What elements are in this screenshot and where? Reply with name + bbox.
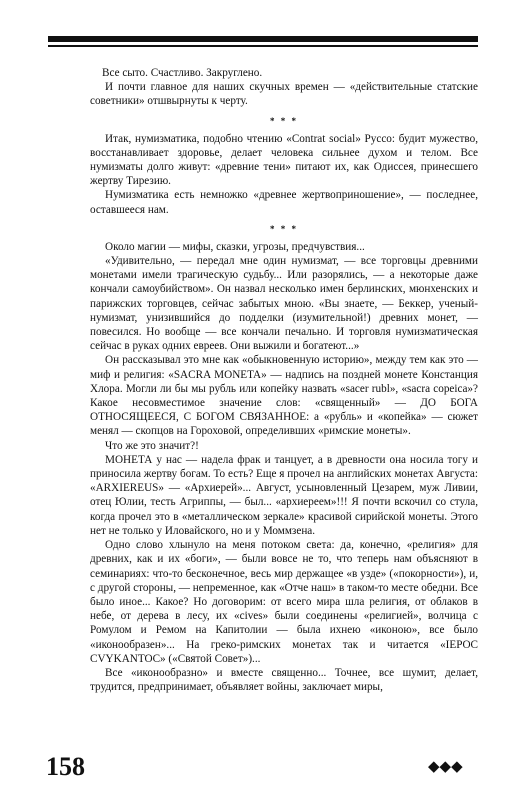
paragraph: И почти главное для наших скучных времен — «действительные статские советники» отшвырнуты к черту. <box>90 81 478 108</box>
section-separator: * * * <box>270 223 298 234</box>
paragraph: МОНЕТА у нас — надела фрак и танцует, а в древности она носила тогу и приносила жертву богам. То есть? Еще я прочел на английских монетах Августа: «ARXIEREUS» — «Архиерей»... Август, усыновленный Цезарем, муж Ливии, отец Юлии, тесть Агриппы, — был... «архиереем»!!! Я почти вскочил со стула, когда прочел это в «металлическом зеркале» красивой сирийской монеты. Этого нет не только у Иловайского, но и у Моммзена. <box>90 453 478 537</box>
paragraph: «Удивительно, — передал мне один нумизмат, — все торговцы древними монетами имели трагическую судьбу... Или разорялись, — а некоторые даже кончали самоубийством». Он назвал несколько имен берлинских, мюнхенских и парижских торговцев, сейчас забытых мною. «Вы знаете, — Беккер, ученый-нумизмат, унизившийся до подделки (изумительной!) древних монет, — повесился. Но вообще — все кончали печально. И торговля нумизматическая сейчас в руках одних евреев. Они выжили и богатеют...» <box>90 255 478 353</box>
header-rule-thick <box>48 36 478 42</box>
paragraph: Он рассказывал это мне как «обыкновенную историю», между тем как это — миф и религия: «SACRA MONETA» — надпись на поздней монете Констанция Хлора. Могли ли бы мы рубль или копейку назвать «sacer rubl», «sacra copeica»? Какое несовместимое значение слов: «священный» — ДО БОГА ОТНОСЯЩЕЕСЯ, С БОГОМ СВЯЗАННОЕ: а «рубль» и «копейка» — сюжет менял — скопцов на Гороховой, определивших «римские монеты». <box>90 354 478 438</box>
paragraph: Нумизматика есть немножко «древнее жертвоприношение», — последнее, оставшееся нам. <box>90 189 478 216</box>
paragraph: Все сыто. Счастливо. Закруглено. <box>102 67 263 79</box>
page-body <box>90 66 478 694</box>
paragraph: Итак, нумизматика, подобно чтению «Contrat social» Руссо: будит мужество, восстанавливает здоровье, делает человека сильнее духом и телом. Все нумизматы долго живут: «древние тени» питают их, как Одиссея, принесшего жертву Тирезию. <box>90 132 478 188</box>
section-separator: * * * <box>270 115 298 126</box>
paragraph: Около магии — мифы, сказки, угрозы, предчувствия... <box>105 240 365 253</box>
paragraph: Что же это значит?! <box>105 439 199 452</box>
diamond-ornament-icon: ◆◆◆ <box>428 759 463 775</box>
paragraph: Все «иконообразно» и вместе священно... Точнее, все шумит, делает, трудится, предпринимает, объявляет войны, заключает миры, <box>90 666 478 694</box>
paragraph: Одно слово хлынуло на меня потоком света: да, конечно, «религия» для древних, как и их «боги», — были вовсе не то, что теперь нам объясняют в семинариях: что-то бесконечное, весь мир держащее «в узде» («покорности»), и, с другой стороны, — непременное, как «Отче наш» в таком-то месте обедни. Все было иное... Какое? Но договорим: от всего мира шла религия, от облаков в небе, от дерева в лесу, их «cives» были соединены «религией», волчица с Ромулом и Ремом на Капитолии — была ихнею «иконою», все было «иконообразен»... На греко-римских монетах так и читается «IEPOC CVYKANTOC» («Святой Совет»)... <box>90 539 478 665</box>
page-number: 158 <box>46 752 85 781</box>
header-rule-thin <box>48 45 478 47</box>
